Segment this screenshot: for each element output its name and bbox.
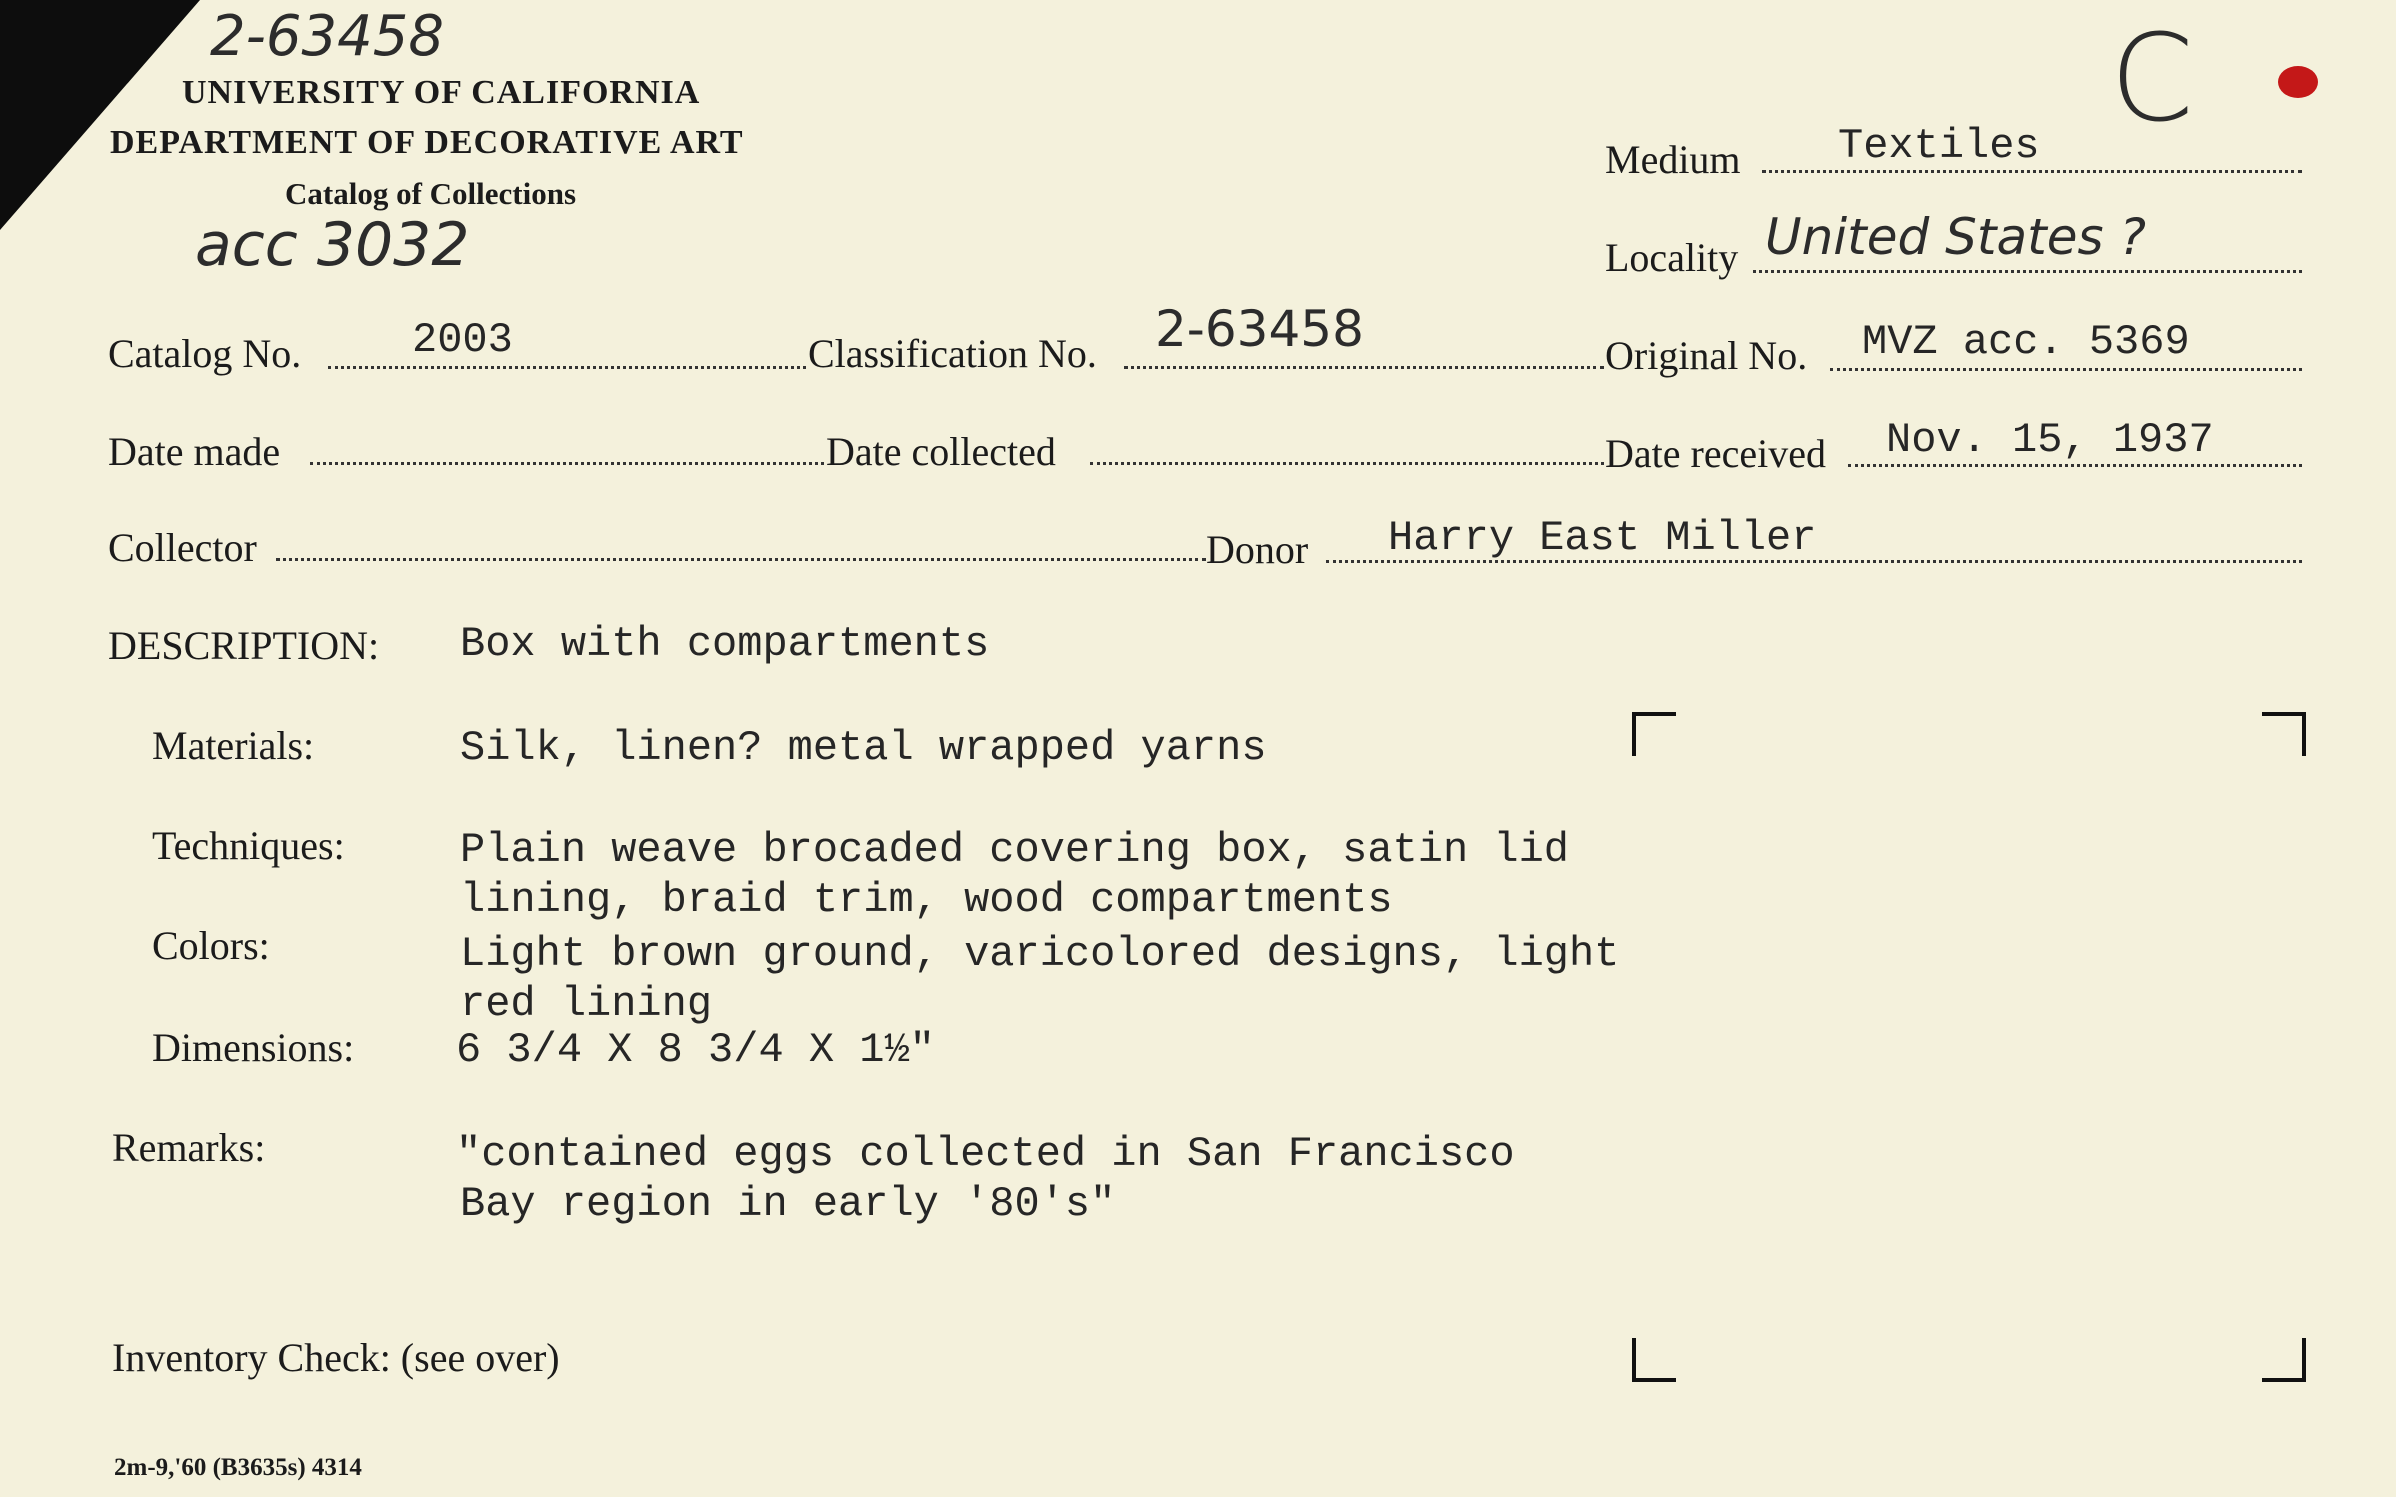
donor-value: Harry East Miller — [1388, 514, 1817, 562]
acc-note: acc 3032 — [195, 210, 470, 280]
date-received-value: Nov. 15, 1937 — [1886, 416, 2214, 464]
original-line — [1830, 368, 2302, 371]
collector-label: Collector — [108, 525, 257, 570]
original-label: Original No. — [1605, 333, 1808, 378]
bracket-top-left — [1632, 712, 1676, 756]
techniques-line-1: Plain weave brocaded covering box, satin lid — [460, 826, 1569, 874]
techniques-label: Techniques: — [152, 823, 345, 868]
date-received-line — [1848, 464, 2302, 467]
colors-label: Colors: — [152, 923, 270, 968]
red-dot — [2278, 66, 2318, 98]
classification-label: Classification No. — [808, 331, 1097, 376]
medium-line — [1762, 170, 2302, 173]
date-collected-label: Date collected — [826, 429, 1056, 474]
bracket-top-right — [2262, 712, 2306, 756]
inventory-check: Inventory Check: (see over) — [112, 1335, 560, 1380]
university-title: UNIVERSITY OF CALIFORNIA — [182, 74, 701, 111]
print-code: 2m-9,'60 (B3635s) 4314 — [114, 1454, 362, 1481]
materials-label: Materials: — [152, 723, 315, 768]
dimensions-value: 6 3/4 X 8 3/4 X 1½" — [456, 1026, 935, 1074]
medium-label: Medium — [1605, 137, 1741, 182]
original-value: MVZ acc. 5369 — [1862, 318, 2190, 366]
donor-label: Donor — [1206, 527, 1309, 572]
collector-line — [276, 558, 1206, 561]
black-corner — [0, 0, 200, 230]
description-label: DESCRIPTION: — [108, 623, 380, 668]
classification-line — [1124, 366, 1604, 369]
techniques-line-2: lining, braid trim, wood compartments — [460, 876, 1393, 924]
catalog-subtitle: Catalog of Collections — [285, 176, 577, 211]
locality-line — [1753, 270, 2302, 273]
catalog-label: Catalog No. — [108, 331, 302, 376]
department-title: DEPARTMENT OF DECORATIVE ART — [110, 124, 744, 161]
description-value: Box with compartments — [460, 620, 990, 668]
remarks-label: Remarks: — [112, 1125, 266, 1170]
bracket-bottom-left — [1632, 1338, 1676, 1382]
catalog-value: 2003 — [412, 316, 513, 364]
locality-label: Locality — [1605, 235, 1739, 280]
date-collected-line — [1090, 462, 1604, 465]
remarks-line-1: "contained eggs collected in San Francisco — [456, 1130, 1515, 1178]
bracket-bottom-right — [2262, 1338, 2306, 1382]
handwritten-number: 2-63458 — [210, 4, 444, 69]
date-made-label: Date made — [108, 429, 281, 474]
materials-value: Silk, linen? metal wrapped yarns — [460, 724, 1267, 772]
remarks-line-2: Bay region in early '80's" — [460, 1180, 1116, 1228]
dimensions-label: Dimensions: — [152, 1025, 355, 1070]
corner-mark: C — [2110, 10, 2194, 149]
catalog-line — [328, 366, 806, 369]
colors-line-2: red lining — [460, 980, 713, 1028]
colors-line-1: Light brown ground, varicolored designs, light — [460, 930, 1620, 978]
medium-value: Textiles — [1838, 122, 2040, 170]
date-received-label: Date received — [1605, 431, 1826, 476]
date-made-line — [310, 462, 824, 465]
locality-value: United States ? — [1765, 208, 2147, 266]
classification-value: 2-63458 — [1155, 300, 1364, 358]
